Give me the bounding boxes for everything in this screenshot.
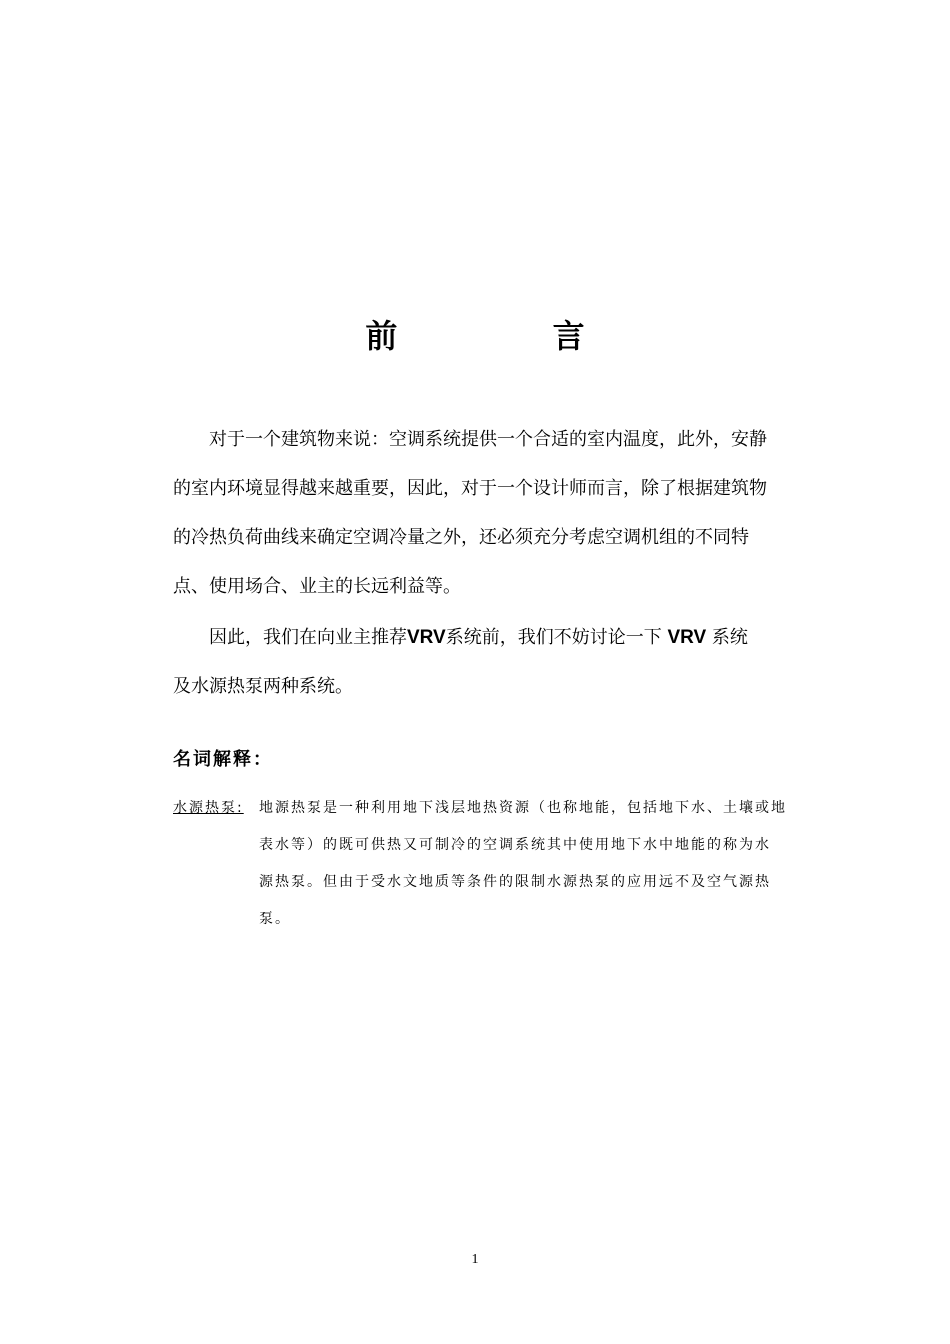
page-number: 1: [471, 1252, 479, 1267]
vrv-term: VRV: [667, 627, 707, 648]
definition-line: 源热泵。但由于受水文地质等条件的限制水源热泵的应用远不及空气源热: [259, 874, 771, 890]
intro-line-1: 对于一个建筑物来说：空调系统提供一个合适的室内温度，此外，安静: [209, 429, 767, 450]
terms-heading: 名词解释：: [173, 749, 273, 770]
definition-term: 水源热泵:: [173, 800, 244, 816]
comparison-text-e: 系统: [706, 627, 748, 648]
comparison-line-1: [173, 613, 813, 662]
intro-line-2: 的室内环境显得越来越重要，因此，对于一个设计师而言，除了根据建筑物: [173, 478, 767, 499]
vrv-term: VRV: [407, 627, 446, 648]
definition-line: 地源热泵是一种利用地下浅层地热资源（也称地能，包括地下水、土壤或地: [259, 800, 787, 816]
definition-body: [259, 790, 839, 938]
definition-line: 泵。: [259, 911, 291, 927]
page-title: 前 言: [365, 317, 657, 355]
intro-paragraph: [173, 415, 813, 611]
comparison-text-a: 因此，我们在向业主推荐: [209, 627, 407, 648]
comparison-paragraph: [173, 613, 813, 711]
intro-line-4: 点、使用场合、业主的长远利益等。: [173, 576, 461, 597]
definition-line: 表水等）的既可供热又可制冷的空调系统其中使用地下水中地能的称为水: [259, 837, 771, 853]
intro-line-3: 的冷热负荷曲线来确定空调冷量之外，还必须充分考虑空调机组的不同特: [173, 527, 749, 548]
comparison-line-2: 及水源热泵两种系统。: [173, 676, 353, 697]
comparison-text-c: 系统前，我们不妨讨论一下: [445, 627, 668, 648]
